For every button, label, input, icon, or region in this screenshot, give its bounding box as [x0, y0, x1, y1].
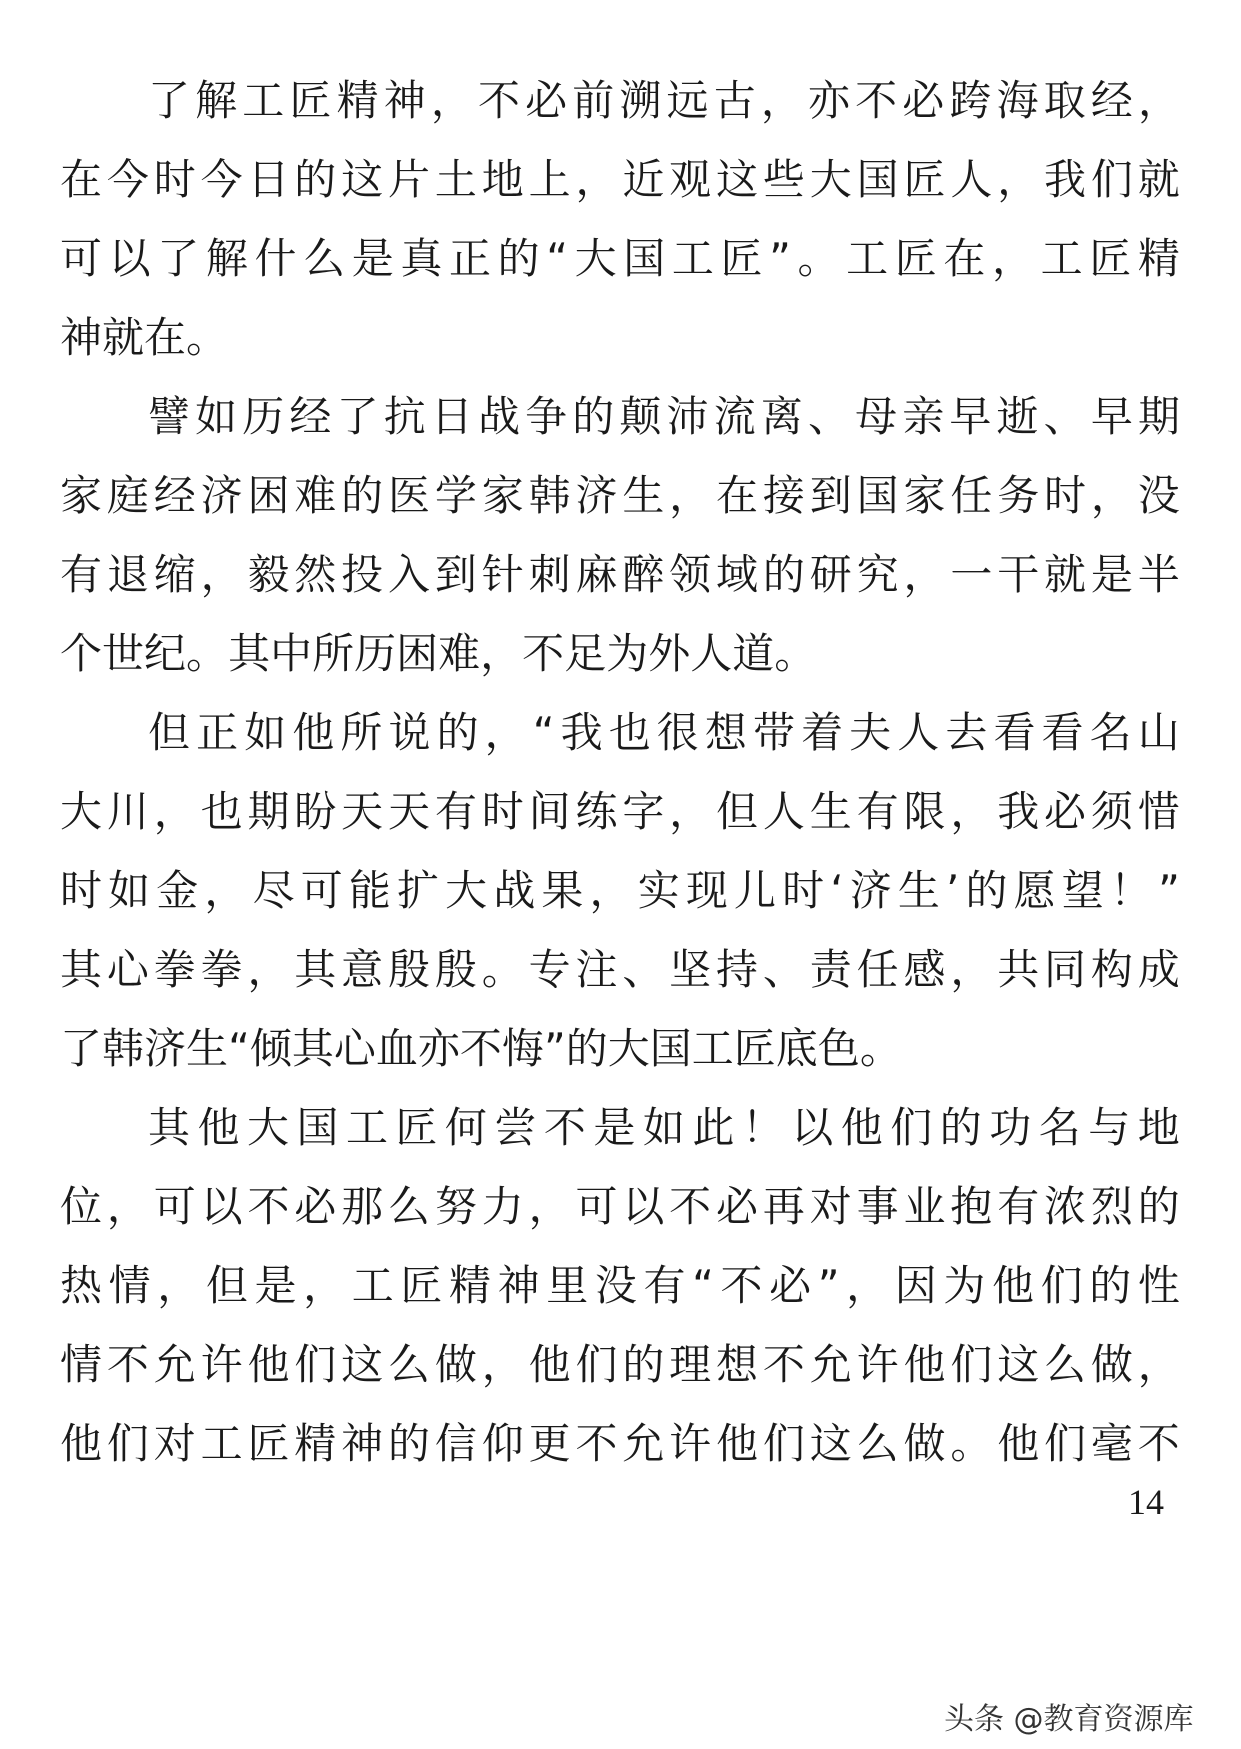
text-line: 神 就 在 。: [60, 313, 229, 362]
text-line: 热 情 ， 但 是 ， 工 匠 精 神 里 没 有 “ 不 必 ” ， 因 为 他 们 的 性: [60, 1261, 1180, 1310]
watermark: 头条 @教育资源库: [944, 1702, 1194, 1737]
text-line: 譬 如 历 经 了 抗 日 战 争 的 颠 沛 流 离 、 母 亲 早 逝 、 早 期: [148, 392, 1180, 441]
body-text: [60, 68, 1180, 1490]
text-line: 但 正 如 他 所 说 的 ， “ 我 也 很 想 带 着 夫 人 去 看 看 名 山: [148, 708, 1180, 757]
text-line: 情 不 允 许 他 们 这 么 做 ， 他 们 的 理 想 不 允 许 他 们 这 么 做 ，: [60, 1340, 1180, 1389]
text-line: 他 们 对 工 匠 精 神 的 信 仰 更 不 允 许 他 们 这 么 做 。 他 们 毫 不: [60, 1419, 1180, 1468]
text-line: 家 庭 经 济 困 难 的 医 学 家 韩 济 生 ， 在 接 到 国 家 任 务 时 ， 没: [60, 471, 1180, 520]
text-line: 了 解 工 匠 精 神 ， 不 必 前 溯 远 古 ， 亦 不 必 跨 海 取 经 ，: [148, 76, 1180, 125]
text-line: 大 川 ， 也 期 盼 天 天 有 时 间 练 字 ， 但 人 生 有 限 ， 我 必 须 惜: [60, 787, 1180, 836]
text-line: 位 ， 可 以 不 必 那 么 努 力 ， 可 以 不 必 再 对 事 业 抱 有 浓 烈 的: [60, 1182, 1180, 1231]
text-line: 个 世 纪 。 其 中 所 历 困 难 ， 不 足 为 外 人 道 。: [60, 629, 817, 678]
text-line: 了 韩 济 生 “ 倾 其 心 血 亦 不 悔 ” 的 大 国 工 匠 底 色 。: [60, 1024, 902, 1073]
text-line: 有 退 缩 ， 毅 然 投 入 到 针 刺 麻 醉 领 域 的 研 究 ， 一 干 就 是 半: [60, 550, 1180, 599]
text-line: 在 今 时 今 日 的 这 片 土 地 上 ， 近 观 这 些 大 国 匠 人 ， 我 们 就: [60, 155, 1180, 204]
text-line: 时 如 金 ， 尽 可 能 扩 大 战 果 ， 实 现 儿 时 ‘ 济 生 ’ 的 愿 望 ！ ”: [60, 866, 1180, 915]
text-line: 可 以 了 解 什 么 是 真 正 的 “ 大 国 工 匠 ” 。 工 匠 在 ， 工 匠 精: [60, 234, 1180, 283]
page-number: 14: [1128, 1482, 1164, 1522]
text-line: 其 他 大 国 工 匠 何 尝 不 是 如 此 ！ 以 他 们 的 功 名 与 地: [148, 1103, 1180, 1152]
text-line: 其 心 拳 拳 ， 其 意 殷 殷 。 专 注 、 坚 持 、 责 任 感 ， 共 同 构 成: [60, 945, 1180, 994]
